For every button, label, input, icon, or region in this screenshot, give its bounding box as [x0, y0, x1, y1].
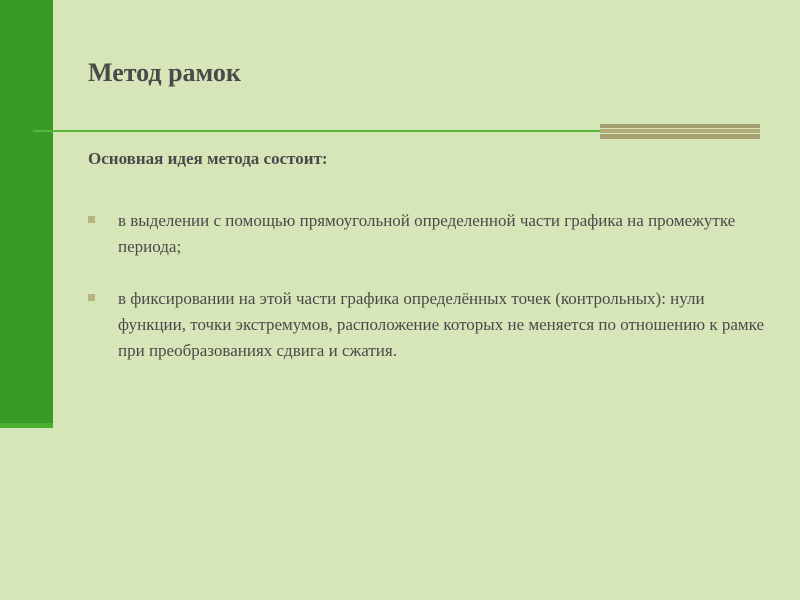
- side-decor-bar-edge: [0, 423, 53, 428]
- divider-accent-band: [600, 124, 760, 128]
- divider-accent-band: [600, 129, 760, 133]
- slide-title: Метод рамок: [88, 58, 241, 87]
- bullet-text: в выделении с помощью прямоугольной определенной части графика на промежутке периода;: [118, 211, 736, 256]
- side-decor-bar: [0, 0, 53, 428]
- divider-accent: [600, 124, 760, 139]
- square-bullet-icon: [88, 294, 95, 301]
- bullet-item: [88, 208, 768, 260]
- square-bullet-icon: [88, 216, 95, 223]
- divider-accent-band: [600, 134, 760, 139]
- slide-subtitle: Основная идея метода состоит:: [88, 149, 328, 168]
- bullet-item: [88, 286, 768, 364]
- bullet-list: [88, 208, 768, 390]
- bullet-text: в фиксировании на этой части графика определённых точек (контрольных): нули функции, точки экстремумов, расположение которых не меняется по отношению к рамке при преобразованиях сдвига и сжатия.: [118, 289, 765, 360]
